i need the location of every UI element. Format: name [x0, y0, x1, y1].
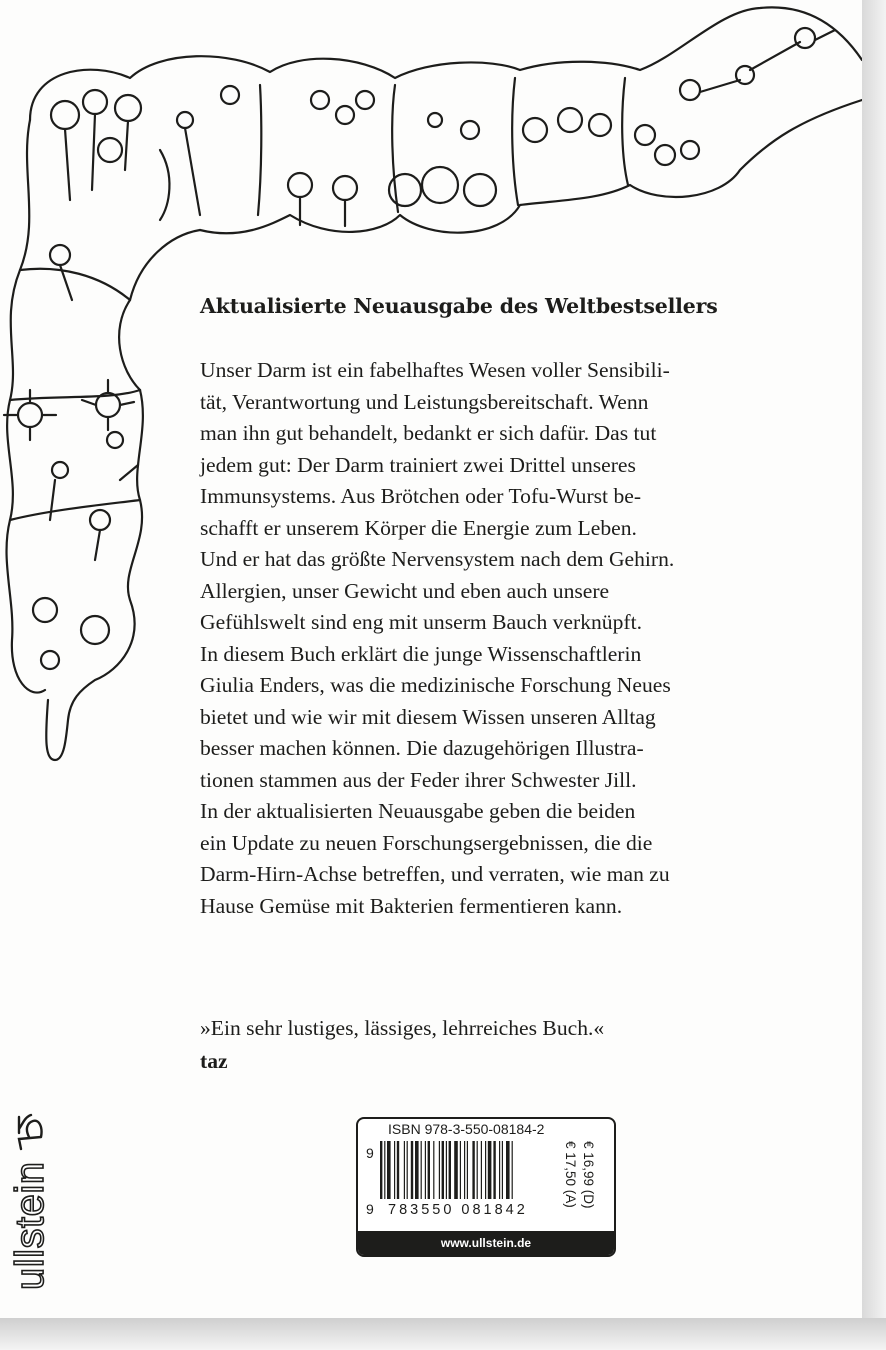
price-block	[559, 1141, 597, 1211]
blurb-line: tät, Verantwortung und Leistungsbereitschaft. Wenn	[200, 389, 649, 414]
barcode-bars	[380, 1141, 554, 1207]
isbn-label: ISBN 978-3-550-08184-2	[388, 1121, 545, 1137]
blurb-line: tionen stammen aus der Feder ihrer Schwester Jill.	[200, 767, 637, 792]
barcode-prefix-digit: 9	[366, 1145, 374, 1161]
blurb-line: Gefühlswelt sind eng mit unserm Bauch verknüpft.	[200, 610, 642, 634]
review-source: taz	[200, 1049, 228, 1073]
publisher-logo	[8, 990, 52, 1290]
blurb-line: Und er hat das größte Nervensystem nach dem Gehirn.	[200, 547, 675, 571]
blurb-line: Darm-Hirn-Achse betreffen, und verraten, wie man zu	[200, 862, 670, 886]
blurb-line: jedem gut: Der Darm trainiert zwei Drittel unseres	[200, 452, 636, 477]
price-germany: € 16,99 (D)	[581, 1141, 596, 1209]
blurb-line: man ihn gut behandelt, bedankt er sich dafür. Das tut	[200, 421, 657, 445]
blurb-line: Unser Darm ist ein fabelhaftes Wesen voller Sensibili-	[200, 358, 670, 382]
blurb-line: Hause Gemüse mit Bakterien fermentieren kann.	[200, 893, 623, 918]
blurb-text	[200, 355, 800, 922]
blurb-line: schafft er unserem Körper die Energie zum Leben.	[200, 515, 637, 540]
publisher-logo-text: ullstein	[7, 1161, 52, 1290]
blurb-line: Allergien, unser Gewicht und eben auch unsere	[200, 578, 610, 603]
review-quote: »Ein sehr lustiges, lässiges, lehrreiches Buch.«	[200, 1016, 605, 1040]
isbn-barcode	[356, 1117, 616, 1257]
barcode-digits: 783550 081842	[388, 1202, 528, 1218]
publisher-website-band	[358, 1231, 614, 1255]
blurb-line: bietet und wie wir mit diesem Wissen unseren Alltag	[200, 704, 656, 729]
blurb-line: Immunsystems. Aus Brötchen oder Tofu-Wurst be-	[200, 484, 642, 508]
blurb-line: In diesem Buch erklärt die junge Wissenschaftlerin	[200, 641, 642, 666]
blurb-line: Giulia Enders, was die medizinische Forschung Neues	[200, 673, 671, 697]
blurb-line: In der aktualisierten Neuausgabe geben die beiden	[200, 799, 636, 823]
publisher-website: www.ullstein.de	[440, 1236, 532, 1250]
blurb-line: besser machen können. Die dazugehörigen Illustra-	[200, 736, 644, 760]
price-austria: € 17,50 (A)	[563, 1141, 578, 1208]
barcode-first-digit: 9	[366, 1201, 374, 1217]
blurb-line: ein Update zu neuen Forschungsergebnissen, die die	[200, 830, 653, 855]
publisher-owl-icon	[15, 1113, 45, 1153]
scan-edge-bottom	[0, 1318, 886, 1350]
headline: Aktualisierte Neuausgabe des Weltbestsellers	[200, 294, 718, 318]
scan-edge-right	[862, 0, 886, 1350]
